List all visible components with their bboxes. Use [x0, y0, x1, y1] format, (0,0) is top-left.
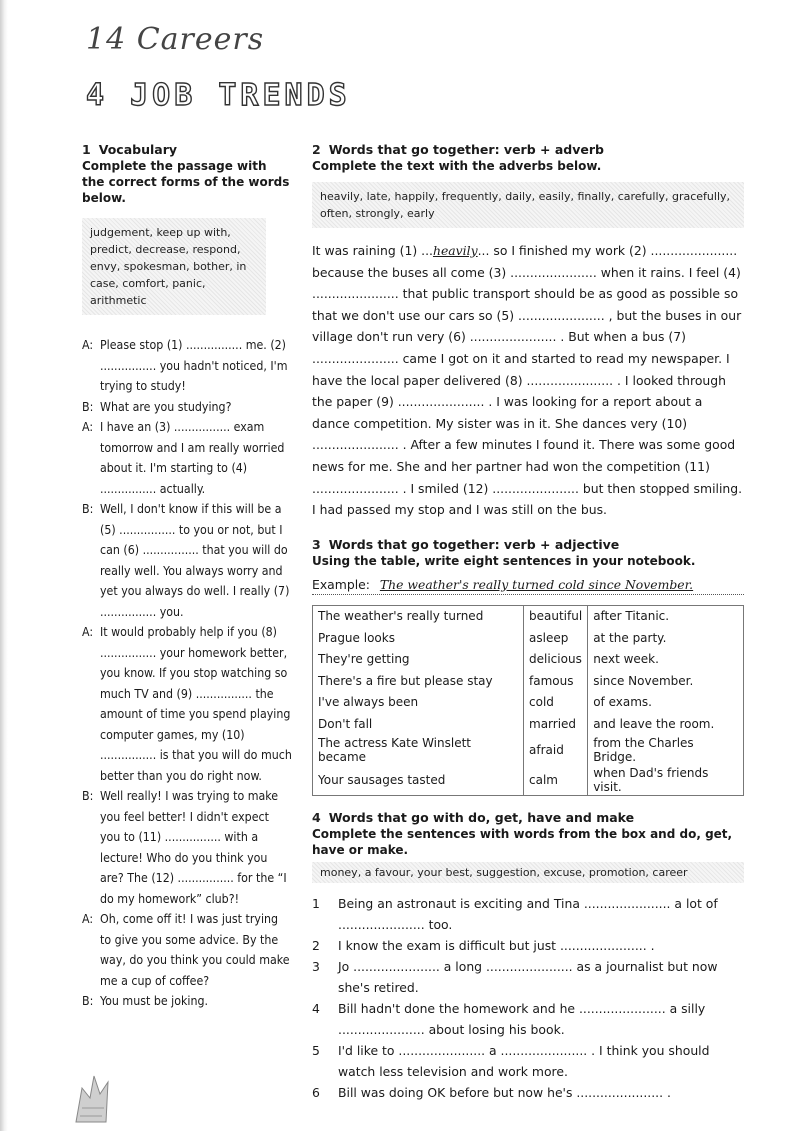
list-item [312, 956, 744, 998]
story-rest: ... so I finished my work (2) ...................... because the buses all come (3) ...................... when it rains. I feel (4) ...................... that public transport should be as good as possible so that we don't use our cars so (5) ...................... , but the buses in our village don't run very (6) ...................... . But when a bus (7) ...................... came I got on it and started to read my newspaper. I have the local paper delivered (8) ...................... . I looked through the paper (9) ...................... . I was looking for a report about a dance competition. My sister was in it. She dances very (10) ...................... . After a few minutes I found it. There was some good news for me. She and her partner had won the competition (11) ...................... . I smiled (12) ...................... but then stopped smiling. I had passed my stop and I was still on the bus. [312, 243, 743, 518]
right-column [312, 142, 744, 1103]
dialog-text: What are you studying? [100, 399, 232, 414]
exercise-2-word-box: heavily, late, happily, frequently, daily, easily, finally, carefully, gracefully, often, strongly, early [312, 182, 744, 228]
table-cell: calm [524, 765, 588, 796]
table-cell: from the Charles Bridge. [588, 735, 744, 765]
table-cell: Your sausages tasted [313, 765, 524, 796]
table-cell: I've always been [313, 692, 524, 714]
speaker-label: A: [82, 912, 94, 926]
table-row [313, 605, 744, 627]
item-text: I'd like to ...................... a ...................... . I think you should watch less television and work more. [338, 1042, 710, 1079]
exercise-2-instruction: Complete the text with the adverbs below. [312, 159, 602, 173]
table-cell: Don't fall [313, 713, 524, 735]
speaker-label: A: [82, 338, 94, 352]
exercise-4-title: Words that go with do, get, have and make [328, 809, 635, 825]
exercise-1 [82, 142, 292, 1012]
exercise-2-heading [312, 142, 744, 158]
dialog-text: I have an (3) ................ exam tomorrow and I am really worried about it. I'm starting to (4) ................ actually. [100, 420, 285, 496]
table-row [313, 765, 744, 796]
dialog-text: Please stop (1) ................ me. (2) ................ you hadn't noticed, I'm trying to study! [100, 338, 288, 393]
exercise-1-word-box: judgement, keep up with, predict, decrease, respond, envy, spokesman, bother, in case, comfort, panic, arithmetic [82, 218, 266, 315]
dialog-text: You must be joking. [100, 994, 209, 1008]
item-number: 6 [312, 1084, 320, 1100]
dialog-turn [82, 417, 292, 499]
table-cell: when Dad's friends visit. [588, 765, 744, 796]
table-cell: and leave the room. [588, 713, 744, 735]
item-number: 2 [312, 937, 320, 953]
dialog-turn [82, 786, 292, 909]
dialog-turn [82, 397, 292, 418]
exercise-1-instruction: Complete the passage with the correct forms of the words below. [82, 159, 290, 205]
exercise-4 [312, 810, 744, 1103]
table-cell: afraid [524, 735, 588, 765]
dialog-turn [82, 991, 292, 1012]
table-cell: famous [524, 670, 588, 692]
table-cell: since November. [588, 670, 744, 692]
item-number: 1 [312, 895, 320, 911]
table-cell: next week. [588, 649, 744, 671]
table-row [313, 735, 744, 765]
exercise-1-dialog [82, 335, 292, 1012]
item-number: 4 [312, 1000, 320, 1016]
item-text: Being an astronaut is exciting and Tina ...................... a lot of ...................... too. [338, 895, 718, 932]
example-label: Example: [312, 576, 370, 592]
item-number: 5 [312, 1042, 320, 1058]
speaker-label: B: [82, 994, 94, 1008]
table-cell: at the party. [588, 627, 744, 649]
story-start: It was raining (1) ... [312, 243, 433, 258]
exercise-4-instruction: Complete the sentences with words from the box and do, get, have or make. [312, 826, 733, 857]
table-cell: The actress Kate Winslett became [313, 735, 524, 765]
lesson-title: 4 JOB TRENDS [86, 78, 351, 113]
table-cell: married [524, 713, 588, 735]
exercise-4-items [312, 893, 744, 1103]
speaker-label: B: [82, 399, 94, 414]
speaker-label: A: [82, 625, 94, 639]
exercise-3-heading [312, 537, 744, 553]
list-item [312, 998, 744, 1040]
exercise-1-number: 1 [82, 142, 91, 157]
example-handwritten: The weather's really turned cold since November. [379, 576, 694, 592]
table-cell: They're getting [313, 649, 524, 671]
table-row [313, 649, 744, 671]
exercise-3-title: Words that go together: verb + adjective [328, 536, 620, 552]
table-cell: Prague looks [313, 627, 524, 649]
exercise-2-text [312, 240, 744, 521]
dialog-turn [82, 499, 292, 622]
table-row [313, 670, 744, 692]
speaker-label: A: [82, 420, 94, 434]
table-cell: asleep [524, 627, 588, 649]
dialog-text: Well, I don't know if this will be a (5) ................ to you or not, but I can (6) ................ that you will do really well. You always worry and yet you always do well. I really (7) ................ you. [100, 502, 290, 619]
table-row [313, 692, 744, 714]
exercise-3-number: 3 [312, 536, 321, 552]
dialog-text: It would probably help if you (8) ................ your homework better, you know. If you stop watching so much TV and (9) ................ the amount of time you spend playing computer games, my (10) ................ is that you will do much better than you do right now. [100, 625, 292, 783]
exercise-2-number: 2 [312, 142, 321, 157]
table-row [313, 713, 744, 735]
page-edge-shadow [0, 0, 8, 1131]
table-cell: beautiful [524, 605, 588, 627]
exercise-2-title: Words that go together: verb + adverb [328, 142, 604, 157]
speaker-label: B: [82, 789, 94, 803]
dialog-text: Oh, come off it! I was just trying to give you some advice. By the way, do you think you could make me a cup of coffee? [100, 912, 290, 988]
exercise-4-word-box: money, a favour, your best, suggestion, excuse, promotion, career [312, 862, 744, 883]
handwritten-answer: heavily [432, 243, 478, 258]
word-table [312, 605, 744, 796]
dialog-text: Well really! I was trying to make you feel better! I didn't expect you to (11) ................ with a lecture! Who do you think you are? The (12) ................ for the “I do my homework” club?! [100, 789, 287, 906]
table-cell: There's a fire but please stay [313, 670, 524, 692]
dialog-turn [82, 909, 292, 991]
table-row [313, 627, 744, 649]
exercise-2 [312, 142, 744, 521]
list-item [312, 1082, 744, 1103]
exercise-3-instruction: Using the table, write eight sentences in your notebook. [312, 553, 696, 568]
exercise-1-title: Vocabulary [98, 142, 178, 157]
item-text: Jo ...................... a long ...................... as a journalist but now she's retired. [338, 958, 718, 995]
exercise-1-heading [82, 142, 292, 158]
table-cell: delicious [524, 649, 588, 671]
list-item [312, 935, 744, 956]
table-cell: of exams. [588, 692, 744, 714]
dialog-turn [82, 335, 292, 397]
table-cell: cold [524, 692, 588, 714]
page-corner-emblem-icon [72, 1068, 112, 1124]
exercise-3 [312, 537, 744, 796]
table-cell: The weather's really turned [313, 605, 524, 627]
table-cell: after Titanic. [588, 605, 744, 627]
item-text: Bill was doing OK before but now he's ...................... . [338, 1084, 671, 1100]
item-text: I know the exam is difficult but just ...................... . [338, 937, 655, 953]
item-number: 3 [312, 958, 320, 974]
exercise-4-heading [312, 810, 744, 826]
list-item [312, 1040, 744, 1082]
item-text: Bill hadn't done the homework and he ...................... a silly ...................... about losing his book. [338, 1000, 706, 1037]
speaker-label: B: [82, 502, 94, 516]
exercise-4-number: 4 [312, 809, 321, 825]
example-line [312, 577, 744, 595]
list-item [312, 893, 744, 935]
dialog-turn [82, 622, 292, 786]
unit-title: 14 Careers [86, 22, 265, 57]
